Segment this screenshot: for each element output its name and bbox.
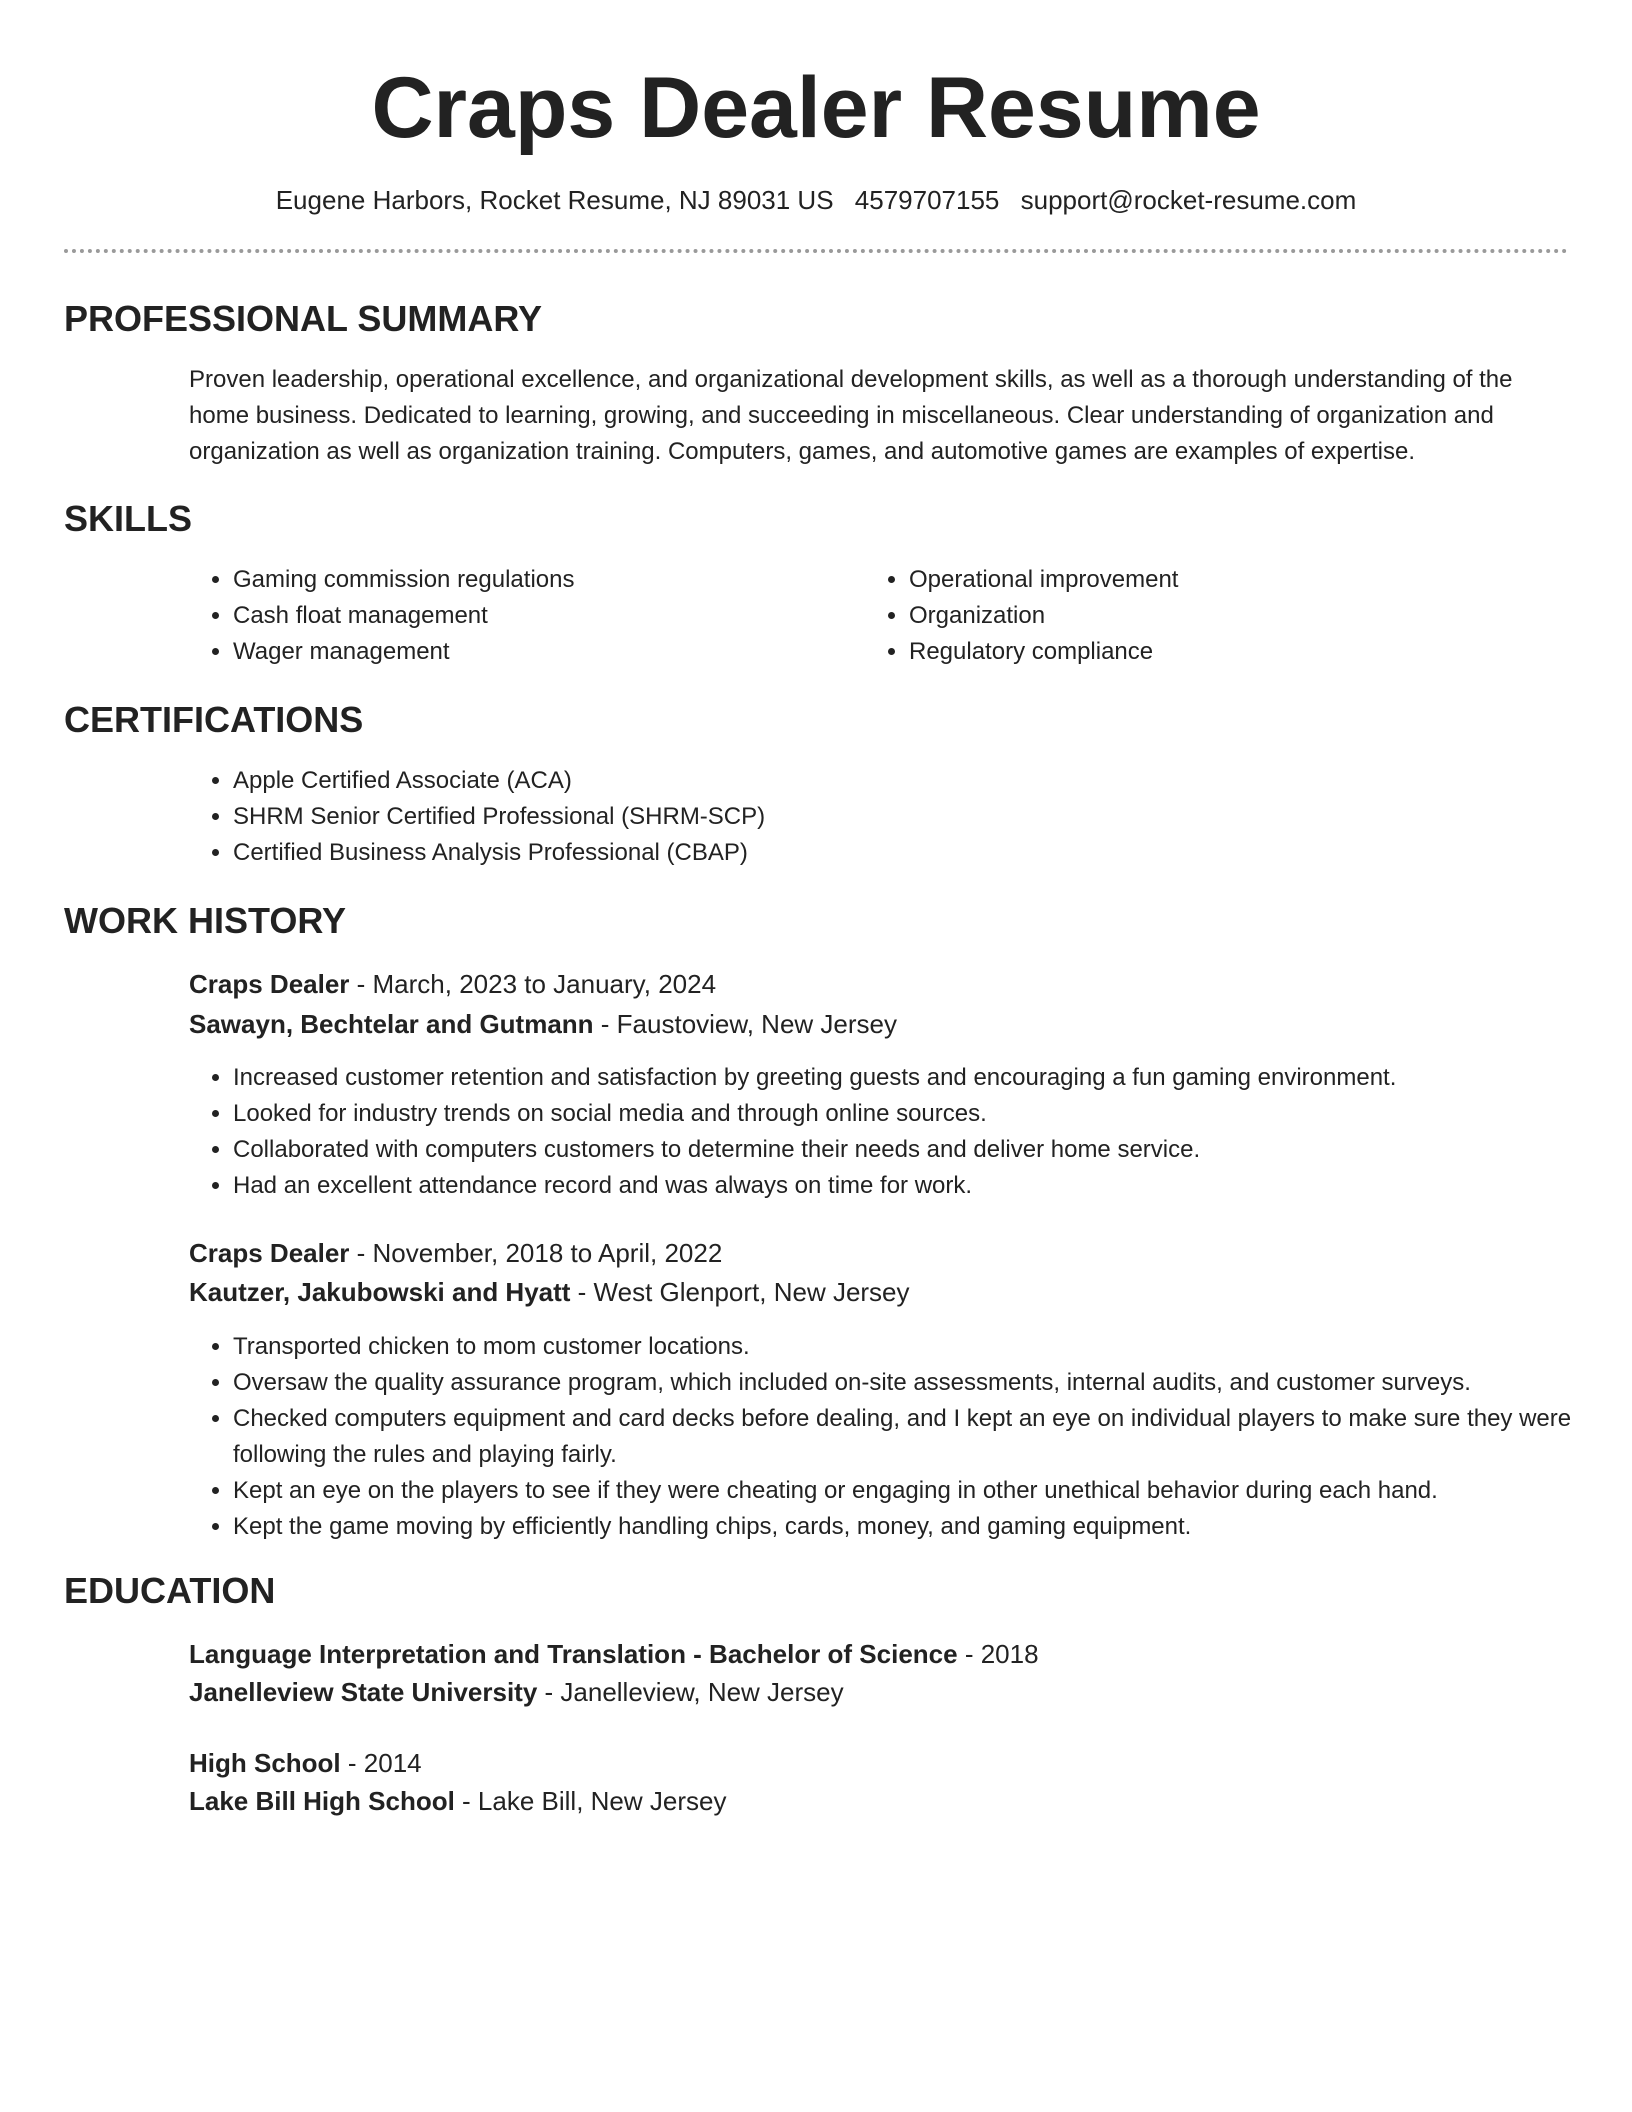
job-bullet: • Checked computers equipment and card decks before dealing, and I kept an eye on individual players to make sure they were following the rules and playing fairly. [233, 1401, 1613, 1473]
resume-title: Craps Dealer Resume [371, 60, 1261, 156]
skill-item: • Cash float management [233, 598, 833, 634]
school-location: - Lake Bill, New Jersey [454, 1786, 727, 1816]
skills-heading: SKILLS [64, 498, 193, 539]
job-bullet: • Transported chicken to mom customer locations. [233, 1329, 1613, 1365]
degree-line [189, 1636, 1039, 1672]
certification-item: • Certified Business Analysis Professional (CBAP) [233, 835, 1533, 871]
school-line [189, 1783, 726, 1819]
skill-item: • Organization [909, 598, 1509, 634]
skills-list-left [189, 562, 833, 670]
address-text: Eugene Harbors, Rocket Resume, NJ 89031 US [275, 185, 834, 215]
school-name: Janelleview State University [189, 1677, 538, 1707]
certifications-list [189, 763, 1533, 871]
contact-line [0, 183, 1632, 217]
skill-item: • Regulatory compliance [909, 634, 1509, 670]
job-company-line [189, 1274, 910, 1310]
skill-item: • Gaming commission regulations [233, 562, 833, 598]
education-heading: EDUCATION [64, 1570, 276, 1611]
header-divider [64, 249, 1568, 253]
degree-name: High School [189, 1748, 341, 1778]
work-history-heading: WORK HISTORY [64, 900, 347, 941]
degree-year: - 2014 [340, 1748, 422, 1778]
job-title: Craps Dealer [189, 969, 350, 999]
job-bullet: • Increased customer retention and satisfaction by greeting guests and encouraging a fun gaming environment. [233, 1060, 1613, 1096]
degree-line [189, 1745, 422, 1781]
summary-text: Proven leadership, operational excellence, and organizational development skills, as well as a thorough understanding of the home business. Dedicated to learning, growing, and succeeding in miscellaneous. Clear understanding of organization and organization as well as organization training. Computers, games, and automotive games are examples of expertise. [189, 366, 1513, 465]
degree-name: Language Interpretation and Translation - Bachelor of Science [189, 1639, 958, 1669]
school-name: Lake Bill High School [189, 1786, 455, 1816]
job-company: Kautzer, Jakubowski and Hyatt [189, 1277, 571, 1307]
skill-item: • Operational improvement [909, 562, 1509, 598]
summary-heading: PROFESSIONAL SUMMARY [64, 298, 543, 339]
job-company: Sawayn, Bechtelar and Gutmann [189, 1009, 594, 1039]
certification-item: • Apple Certified Associate (ACA) [233, 763, 1533, 799]
job-company-line [189, 1006, 897, 1042]
job-bullets [189, 1329, 1613, 1545]
job-location: - West Glenport, New Jersey [570, 1277, 910, 1307]
job-dates: - November, 2018 to April, 2022 [349, 1238, 723, 1268]
email-link[interactable]: support@rocket-resume.com [1020, 185, 1357, 215]
job-bullet: • Kept an eye on the players to see if they were cheating or engaging in other unethical behavior during each hand. [233, 1473, 1613, 1509]
skill-item: • Wager management [233, 634, 833, 670]
school-location: - Janelleview, New Jersey [537, 1677, 844, 1707]
job-title: Craps Dealer [189, 1238, 350, 1268]
job-bullet: • Had an excellent attendance record and was always on time for work. [233, 1168, 1613, 1204]
job-bullet: • Collaborated with computers customers to determine their needs and deliver home service. [233, 1132, 1613, 1168]
job-bullets [189, 1060, 1613, 1204]
job-title-line [189, 966, 716, 1002]
school-line [189, 1674, 844, 1710]
degree-year: - 2018 [957, 1639, 1039, 1669]
job-bullet: • Looked for industry trends on social media and through online sources. [233, 1096, 1613, 1132]
job-location: - Faustoview, New Jersey [593, 1009, 897, 1039]
phone-text: 4579707155 [854, 185, 1000, 215]
job-dates: - March, 2023 to January, 2024 [349, 969, 717, 999]
certifications-heading: CERTIFICATIONS [64, 699, 364, 740]
job-title-line [189, 1235, 722, 1271]
skills-list-right [865, 562, 1509, 670]
job-bullet: • Oversaw the quality assurance program, which included on-site assessments, internal audits, and customer surveys. [233, 1365, 1613, 1401]
job-bullet: • Kept the game moving by efficiently handling chips, cards, money, and gaming equipment. [233, 1509, 1613, 1545]
certification-item: • SHRM Senior Certified Professional (SHRM-SCP) [233, 799, 1533, 835]
